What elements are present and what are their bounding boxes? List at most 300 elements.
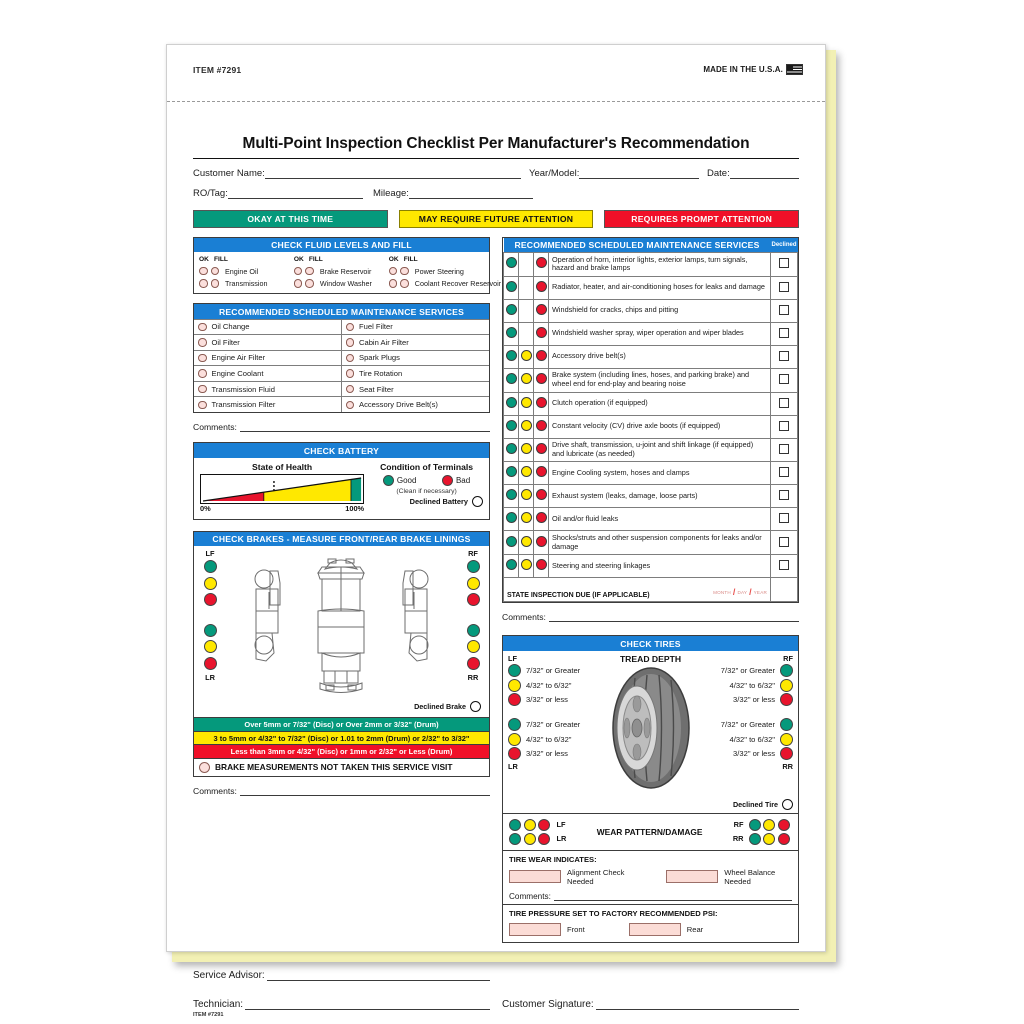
red-dot-icon[interactable] (204, 593, 217, 606)
green-dot-icon[interactable] (506, 420, 517, 431)
red-dot-icon[interactable] (778, 833, 790, 845)
status-cell-red[interactable] (534, 508, 549, 531)
declined-checkbox-cell[interactable] (770, 299, 797, 322)
status-cell-green[interactable] (504, 508, 519, 531)
fluid-ok-circle[interactable] (294, 267, 303, 276)
wear-lr-row[interactable] (509, 833, 566, 845)
ro-tag-input[interactable] (228, 188, 363, 199)
rear-psi-input[interactable] (629, 923, 681, 936)
red-dot-icon[interactable] (204, 657, 217, 670)
wear-rf-row[interactable] (733, 819, 792, 831)
declined-checkbox-cell[interactable] (770, 508, 797, 531)
status-cell-red[interactable] (534, 368, 549, 392)
red-dot-icon[interactable] (536, 373, 547, 384)
state-inspection-date[interactable] (713, 581, 767, 599)
yellow-dot-icon[interactable] (521, 397, 532, 408)
declined-brake-circle[interactable] (470, 701, 481, 712)
service-advisor-row[interactable] (193, 970, 490, 981)
yellow-dot-icon[interactable] (467, 640, 480, 653)
declined-checkbox[interactable] (779, 282, 789, 292)
maintenance-item-label: Spark Plugs (359, 353, 400, 363)
red-dot-icon[interactable] (508, 693, 521, 706)
declined-checkbox[interactable] (779, 490, 789, 500)
declined-checkbox[interactable] (779, 374, 789, 384)
state-inspection-year[interactable] (754, 581, 767, 599)
green-dot-icon[interactable] (506, 257, 517, 268)
tire-lf-level-2[interactable] (508, 679, 596, 692)
red-dot-icon[interactable] (536, 350, 547, 361)
legend-future-attention: MAY REQUIRE FUTURE ATTENTION (399, 210, 594, 228)
technician-row[interactable] (193, 999, 490, 1010)
brake-lf-dots[interactable] (198, 560, 222, 606)
red-dot-icon[interactable] (467, 593, 480, 606)
fluid-fill-circle[interactable] (211, 279, 220, 288)
customer-field-row (193, 168, 799, 179)
fluid-item-transmission[interactable] (199, 279, 294, 288)
red-dot-icon[interactable] (538, 833, 550, 845)
maintenance-item[interactable] (342, 319, 490, 335)
tire-rf-level-2[interactable] (705, 679, 793, 692)
declined-checkbox-cell[interactable] (770, 392, 797, 415)
declined-checkbox-cell[interactable] (770, 253, 797, 277)
status-cell-yellow[interactable] (519, 276, 534, 299)
brake-band-yellow: 3 to 5mm or 4/32" to 7/32" (Disc) or 1.01 to 2mm (Drum) or 2/32" to 3/32" (194, 731, 489, 745)
fluid-item-window-washer[interactable] (294, 279, 389, 288)
maintenance-item-label: Tire Rotation (359, 369, 403, 379)
tire-rf-level-1[interactable] (705, 664, 793, 677)
yellow-dot-icon[interactable] (521, 466, 532, 477)
perforation-line (167, 101, 825, 102)
declined-checkbox[interactable] (779, 328, 789, 338)
green-dot-icon[interactable] (780, 718, 793, 731)
maintenance-comments-input[interactable] (240, 422, 490, 432)
green-dot-icon[interactable] (508, 664, 521, 677)
status-cell-green[interactable] (504, 299, 519, 322)
yellow-dot-icon[interactable] (204, 577, 217, 590)
red-dot-icon[interactable] (508, 747, 521, 760)
fluid-fill-label-2: FILL (308, 256, 323, 263)
terminal-good-option[interactable] (383, 475, 417, 486)
fluid-fill-label-3: FILL (403, 256, 418, 263)
yellow-dot-icon[interactable] (508, 679, 521, 692)
fluid-item-power-steering[interactable] (389, 267, 484, 276)
customer-signature-row[interactable] (502, 999, 799, 1010)
maintenance-item[interactable] (342, 396, 490, 412)
status-cell-red[interactable] (534, 438, 549, 462)
maintenance-right-label: Engine Cooling system, hoses and clamps (549, 462, 771, 485)
maintenance-item[interactable] (194, 319, 342, 335)
year-model-field[interactable] (529, 168, 699, 179)
year-caption: YEAR (753, 589, 767, 595)
green-dot-icon[interactable] (506, 350, 517, 361)
maintenance-right-label: Brake system (including lines, hoses, and parking brake) and wheel end for end-play and bearing noise (549, 368, 771, 392)
maintenance-item[interactable] (342, 381, 490, 397)
status-cell-green[interactable] (504, 392, 519, 415)
maintenance-item-circle[interactable] (198, 385, 207, 394)
yellow-dot-icon[interactable] (508, 733, 521, 746)
brake-lr-dots[interactable] (198, 624, 222, 670)
declined-checkbox-cell[interactable] (770, 531, 797, 555)
maintenance-right-comments-input[interactable] (549, 612, 799, 622)
tire-comments[interactable] (509, 891, 792, 901)
green-dot-icon[interactable] (506, 443, 517, 454)
yellow-dot-icon[interactable] (521, 373, 532, 384)
green-dot-icon[interactable] (509, 819, 521, 831)
green-dot-icon[interactable] (506, 397, 517, 408)
service-advisor-input[interactable] (267, 970, 490, 981)
left-column (193, 237, 502, 943)
status-cell-green[interactable] (504, 415, 519, 438)
terminal-bad-option[interactable] (442, 475, 470, 486)
declined-checkbox[interactable] (779, 560, 789, 570)
customer-name-field[interactable] (193, 168, 521, 179)
yellow-dot-icon[interactable] (204, 640, 217, 653)
technician-input[interactable] (245, 999, 490, 1010)
red-dot-icon[interactable] (538, 819, 550, 831)
red-dot-icon[interactable] (536, 489, 547, 500)
fluid-fill-circle[interactable] (211, 267, 220, 276)
maintenance-item[interactable] (342, 365, 490, 381)
ro-tag-field-row (193, 188, 799, 199)
maintenance-item[interactable] (194, 381, 342, 397)
status-cell-green[interactable] (504, 322, 519, 345)
brake-rr-dots[interactable] (461, 624, 485, 670)
declined-checkbox-cell[interactable] (770, 555, 797, 578)
red-dot-icon[interactable] (536, 536, 547, 547)
maintenance-right-label: Radiator, heater, and air-conditioning hoses for leaks and damage (549, 276, 771, 299)
red-dot-icon[interactable] (536, 443, 547, 454)
green-dot-icon[interactable] (508, 718, 521, 731)
status-cell-green[interactable] (504, 438, 519, 462)
status-cell-red[interactable] (534, 555, 549, 578)
wheel-balance-box[interactable] (666, 870, 718, 883)
status-cell-yellow[interactable] (519, 438, 534, 462)
status-cell-red[interactable] (534, 322, 549, 345)
tire-lf-level-1[interactable] (508, 664, 596, 677)
red-dot-icon[interactable] (780, 693, 793, 706)
maintenance-item[interactable] (194, 365, 342, 381)
maintenance-item-circle[interactable] (198, 354, 207, 363)
fluid-fill-label-1: FILL (214, 256, 228, 263)
status-cell-red[interactable] (534, 345, 549, 368)
declined-checkbox[interactable] (779, 351, 789, 361)
declined-checkbox[interactable] (779, 305, 789, 315)
tire-comments-input[interactable] (554, 891, 792, 901)
green-dot-icon[interactable] (506, 281, 517, 292)
maintenance-item-circle[interactable] (346, 354, 355, 363)
maintenance-item[interactable] (194, 334, 342, 350)
red-dot-icon[interactable] (536, 559, 547, 570)
declined-checkbox-cell[interactable] (770, 462, 797, 485)
footer-right (502, 952, 799, 1018)
declined-checkbox[interactable] (779, 513, 789, 523)
maintenance-comments[interactable] (193, 422, 490, 432)
declined-checkbox-cell[interactable] (770, 276, 797, 299)
maintenance-item-circle[interactable] (198, 401, 207, 410)
mileage-field[interactable] (373, 188, 533, 199)
check-battery-body (194, 458, 489, 519)
fluid-item-coolant-recover[interactable] (389, 279, 502, 288)
maintenance-right-comments[interactable] (502, 612, 799, 622)
status-cell-yellow[interactable] (519, 299, 534, 322)
maintenance-left-grid (194, 319, 489, 413)
red-dot-icon[interactable] (536, 257, 547, 268)
maintenance-item[interactable] (342, 334, 490, 350)
tire-wear-indicates-title: TIRE WEAR INDICATES: (509, 854, 597, 864)
tire-wear-options (509, 868, 792, 886)
status-cell-yellow[interactable] (519, 462, 534, 485)
green-dot-icon[interactable] (506, 373, 517, 384)
red-dot-icon[interactable] (536, 466, 547, 477)
status-cell-red[interactable] (534, 485, 549, 508)
fluid-ok-circle[interactable] (294, 279, 303, 288)
green-dot-icon[interactable] (506, 489, 517, 500)
declined-checkbox[interactable] (779, 421, 789, 431)
green-dot-icon[interactable] (383, 475, 394, 486)
date-input[interactable] (730, 168, 799, 179)
yellow-dot-icon[interactable] (521, 536, 532, 547)
red-dot-icon[interactable] (536, 281, 547, 292)
tread-level-label: 3/32" or less (733, 695, 775, 705)
maintenance-item-circle[interactable] (346, 338, 355, 347)
wear-lf-label: LF (556, 820, 566, 830)
red-dot-icon[interactable] (467, 657, 480, 670)
status-cell-red[interactable] (534, 299, 549, 322)
declined-checkbox-cell[interactable] (770, 322, 797, 345)
tire-rf-label: RF (783, 653, 793, 663)
green-dot-icon[interactable] (467, 560, 480, 573)
alignment-check-box[interactable] (509, 870, 561, 883)
brake-rr-label: RR (467, 673, 479, 683)
declined-checkbox-cell[interactable] (770, 345, 797, 368)
green-dot-icon[interactable] (506, 466, 517, 477)
maintenance-right-label: Clutch operation (if equipped) (549, 392, 771, 415)
fluid-fill-circle[interactable] (305, 279, 314, 288)
fluid-fill-circle[interactable] (400, 279, 409, 288)
usa-flag-icon (786, 64, 803, 75)
declined-tire-circle[interactable] (782, 799, 793, 810)
fluid-fill-circle[interactable] (400, 267, 409, 276)
maintenance-item[interactable] (342, 350, 490, 366)
customer-name-input[interactable] (265, 168, 521, 179)
maintenance-item[interactable] (194, 396, 342, 412)
maintenance-item-circle[interactable] (346, 369, 355, 378)
tread-level-label: 4/32" to 6/32" (526, 734, 572, 744)
status-cell-red[interactable] (534, 392, 549, 415)
declined-brake-row[interactable] (198, 701, 485, 714)
battery-gauge-scale (200, 504, 364, 513)
page-title: Multi-Point Inspection Checklist Per Manufacturer's Recommendation (193, 135, 799, 159)
fluid-fill-circle[interactable] (305, 267, 314, 276)
declined-checkbox[interactable] (779, 537, 789, 547)
maintenance-item-label: Seat Filter (359, 384, 394, 394)
wear-lf-row[interactable] (509, 819, 566, 831)
red-dot-icon[interactable] (778, 819, 790, 831)
front-psi-input[interactable] (509, 923, 561, 936)
vehicle-diagram-svg (234, 549, 449, 701)
tire-rf-level-3[interactable] (705, 693, 793, 706)
status-cell-red[interactable] (534, 415, 549, 438)
green-dot-icon[interactable] (204, 624, 217, 637)
status-cell-yellow[interactable] (519, 345, 534, 368)
declined-brake-label: Declined Brake (414, 702, 466, 712)
yellow-dot-icon[interactable] (467, 577, 480, 590)
green-dot-icon[interactable] (204, 560, 217, 573)
yellow-dot-icon[interactable] (524, 819, 536, 831)
red-dot-icon[interactable] (536, 397, 547, 408)
brake-rf-dots[interactable] (461, 560, 485, 606)
declined-checkbox[interactable] (779, 444, 789, 454)
year-model-input[interactable] (579, 168, 699, 179)
rear-psi-label: Rear (686, 924, 704, 934)
fluid-ok-circle[interactable] (389, 279, 398, 288)
status-cell-green[interactable] (504, 368, 519, 392)
maintenance-item-circle[interactable] (198, 338, 207, 347)
declined-checkbox[interactable] (779, 467, 789, 477)
status-cell-red[interactable] (534, 531, 549, 555)
tread-depth-title: TREAD DEPTH (619, 653, 682, 664)
green-dot-icon[interactable] (506, 512, 517, 523)
yellow-dot-icon[interactable] (521, 489, 532, 500)
maintenance-item-circle[interactable] (198, 369, 207, 378)
red-dot-icon[interactable] (536, 327, 547, 338)
status-cell-green[interactable] (504, 253, 519, 277)
status-cell-yellow[interactable] (519, 485, 534, 508)
status-cell-red[interactable] (534, 462, 549, 485)
green-dot-icon[interactable] (506, 327, 517, 338)
status-cell-yellow[interactable] (519, 555, 534, 578)
status-cell-yellow[interactable] (519, 531, 534, 555)
status-cell-yellow[interactable] (519, 392, 534, 415)
state-inspection-day[interactable] (737, 581, 747, 599)
brakes-comments[interactable] (193, 786, 490, 796)
tire-right-side (705, 654, 793, 797)
mileage-input[interactable] (409, 188, 533, 199)
green-dot-icon[interactable] (749, 833, 761, 845)
status-cell-green[interactable] (504, 555, 519, 578)
fluid-item-brake-reservoir[interactable] (294, 267, 389, 276)
green-dot-icon[interactable] (506, 536, 517, 547)
battery-gauge-svg (201, 475, 363, 503)
green-dot-icon[interactable] (506, 304, 517, 315)
tire-rr-level-2[interactable] (705, 733, 793, 746)
fluid-ok-circle[interactable] (199, 267, 208, 276)
green-dot-icon[interactable] (780, 664, 793, 677)
main-columns (193, 237, 799, 943)
declined-checkbox-cell[interactable] (770, 438, 797, 462)
status-cell-green[interactable] (504, 276, 519, 299)
maintenance-item-circle[interactable] (346, 401, 355, 410)
fluid-ok-circle[interactable] (199, 279, 208, 288)
status-cell-red[interactable] (534, 253, 549, 277)
state-inspection-month[interactable] (713, 581, 731, 599)
red-dot-icon[interactable] (536, 304, 547, 315)
brake-not-taken-circle[interactable] (199, 762, 210, 773)
status-cell-green[interactable] (504, 531, 519, 555)
status-cell-green[interactable] (504, 485, 519, 508)
yellow-dot-icon[interactable] (763, 819, 775, 831)
green-dot-icon[interactable] (467, 624, 480, 637)
tire-rr-level-1[interactable] (705, 718, 793, 731)
maintenance-item-label: Transmission Fluid (211, 384, 275, 394)
brakes-comments-input[interactable] (240, 786, 490, 796)
status-cell-green[interactable] (504, 345, 519, 368)
terminal-bad-label: Bad (455, 475, 471, 485)
check-tires-header: CHECK TIRES (503, 636, 798, 651)
status-cell-yellow[interactable] (519, 368, 534, 392)
wear-rr-row[interactable] (733, 833, 792, 845)
status-cell-green[interactable] (504, 462, 519, 485)
maintenance-item-circle[interactable] (198, 323, 207, 332)
status-cell-yellow[interactable] (519, 415, 534, 438)
yellow-dot-icon[interactable] (521, 559, 532, 570)
date-separator: / (732, 586, 736, 597)
green-dot-icon[interactable] (509, 833, 521, 845)
declined-checkbox-cell[interactable] (770, 368, 797, 392)
maintenance-item-label: Cabin Air Filter (359, 337, 409, 347)
declined-battery-row[interactable] (370, 496, 483, 507)
red-dot-icon[interactable] (536, 512, 547, 523)
check-tires-panel (502, 635, 799, 943)
tire-lf-level-3[interactable] (508, 693, 596, 706)
battery-health-gauge[interactable] (200, 474, 364, 504)
declined-tire-row[interactable] (503, 799, 798, 813)
ro-tag-field[interactable] (193, 188, 363, 199)
status-cell-yellow[interactable] (519, 253, 534, 277)
fluid-ok-circle[interactable] (389, 267, 398, 276)
yellow-dot-icon[interactable] (524, 833, 536, 845)
status-cell-red[interactable] (534, 276, 549, 299)
maintenance-item[interactable] (194, 350, 342, 366)
green-dot-icon[interactable] (506, 559, 517, 570)
tire-lr-level-3[interactable] (508, 747, 596, 760)
yellow-dot-icon[interactable] (763, 833, 775, 845)
check-fluid-body (194, 252, 502, 293)
yellow-dot-icon[interactable] (521, 512, 532, 523)
maintenance-right-row (504, 462, 798, 485)
yellow-dot-icon[interactable] (521, 350, 532, 361)
declined-checkbox[interactable] (779, 398, 789, 408)
yellow-dot-icon[interactable] (521, 443, 532, 454)
status-cell-yellow[interactable] (519, 508, 534, 531)
maintenance-item-circle[interactable] (346, 385, 355, 394)
tire-lr-level-1[interactable] (508, 718, 596, 731)
date-field[interactable] (707, 168, 799, 179)
declined-checkbox[interactable] (779, 258, 789, 268)
declined-checkbox-cell[interactable] (770, 415, 797, 438)
fluid-item-label: Brake Reservoir (319, 266, 372, 276)
tread-level-label: 7/32" or Greater (720, 720, 775, 730)
brake-not-taken-row[interactable] (194, 758, 489, 776)
customer-signature-input[interactable] (596, 999, 799, 1010)
tire-lr-level-2[interactable] (508, 733, 596, 746)
red-dot-icon[interactable] (780, 747, 793, 760)
fluid-item-engine-oil[interactable] (199, 267, 294, 276)
tire-rr-level-3[interactable] (705, 747, 793, 760)
red-dot-icon[interactable] (536, 420, 547, 431)
yellow-dot-icon[interactable] (780, 679, 793, 692)
green-dot-icon[interactable] (749, 819, 761, 831)
yellow-dot-icon[interactable] (521, 420, 532, 431)
declined-checkbox-cell[interactable] (770, 485, 797, 508)
declined-battery-circle[interactable] (472, 496, 483, 507)
maintenance-item-circle[interactable] (346, 323, 355, 332)
maintenance-right-label: Oil and/or fluid leaks (549, 508, 771, 531)
status-cell-yellow[interactable] (519, 322, 534, 345)
yellow-dot-icon[interactable] (780, 733, 793, 746)
check-brakes-panel (193, 531, 490, 777)
red-dot-icon[interactable] (442, 475, 453, 486)
